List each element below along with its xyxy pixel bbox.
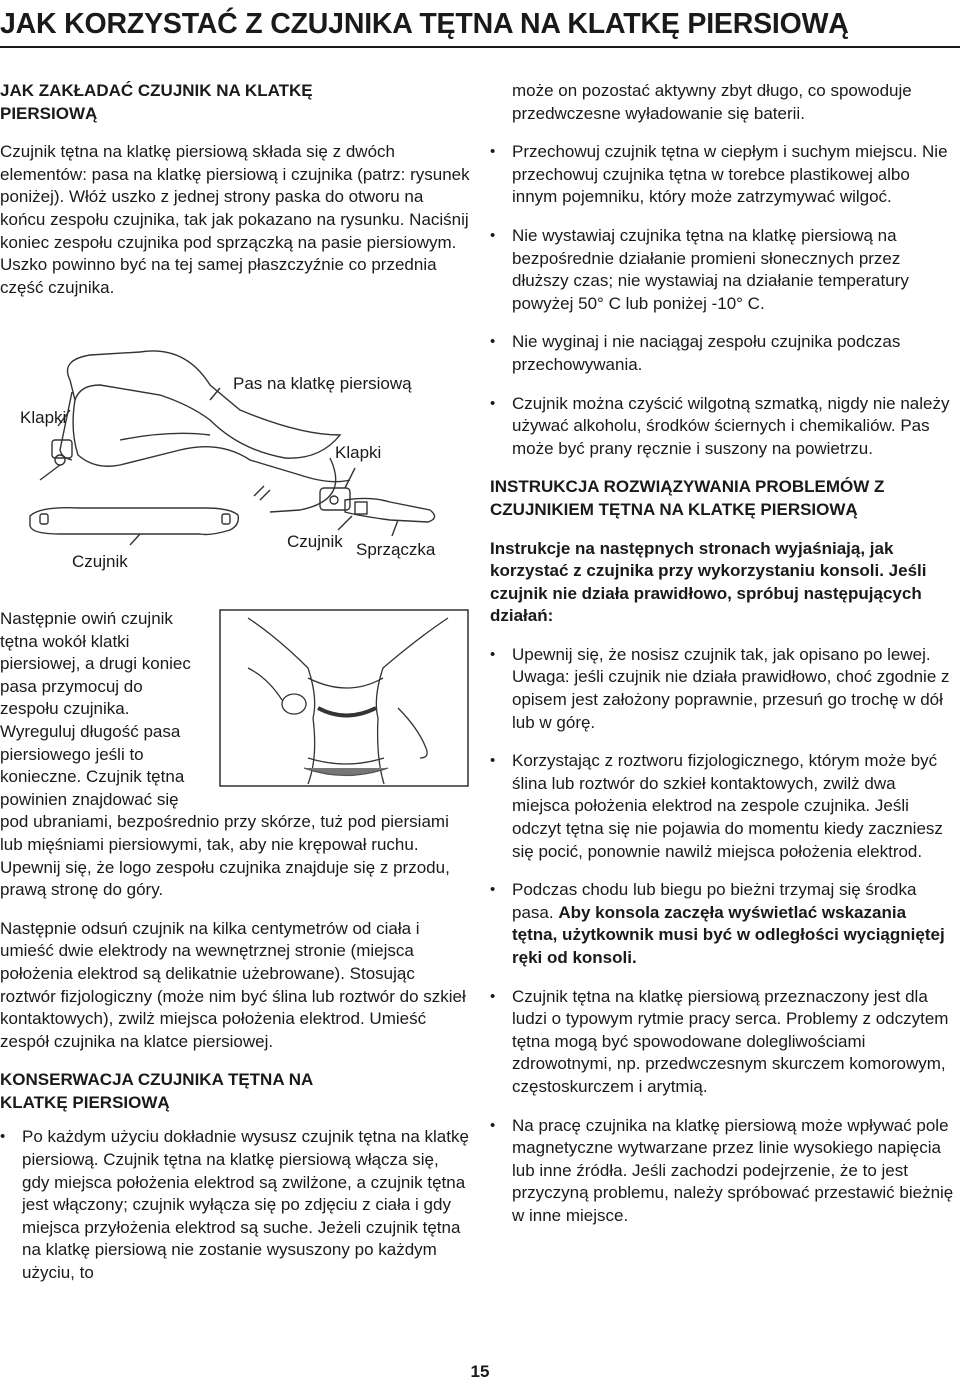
list-item: • Czujnik można czyścić wilgotną szmatką, nigdy nie należy używać alkoholu, środków ściernych i chemikaliów. Pas może być prany ręcznie i suszony na powietrzu. — [490, 393, 955, 461]
title-rule — [0, 46, 960, 48]
label-klapki-right: Klapki — [335, 443, 382, 462]
section-heading-wearing: JAK ZAKŁADAĆ CZUJNIK NA KLATKĘ PIERSIOWĄ — [0, 81, 313, 123]
torso-illustration — [208, 608, 470, 788]
page-title: JAK KORZYSTAĆ Z CZUJNIKA TĘTNA NA KLATKĘ PIERSIOWĄ — [0, 8, 849, 40]
left-column-top — [0, 80, 470, 299]
figure-torso — [208, 608, 470, 788]
figure-strap-sensor — [0, 340, 470, 584]
label-klapki-left: Klapki — [20, 408, 67, 427]
troubleshooting-list — [490, 644, 955, 1228]
paragraph-continuation: może on pozostać aktywny zbyt długo, co spowoduje przedwczesne wyładowanie się baterii. — [512, 81, 912, 123]
list-item: • Nie wystawiaj czujnika tętna na klatkę piersiową na bezpośrednie działanie promieni słonecznych przez dłuższy czas; nie wystawiaj na działanie temperatury powyżej 50° C lub poniżej -10° C. — [490, 225, 955, 315]
paragraph-electrodes: Następnie odsuń czujnik na kilka centymetrów od ciała i umieść dwie elektrody na wewnętrznej stronie (miejsca położenia elektrod są delikatnie użebrowane). Stosując roztwór fizjologiczny (może nim być ślina lub roztwór do szkieł kontaktowych), zwilż miejsca położenia elektrod. Umieść zespół czujnika na klatce piersiowej. — [0, 918, 466, 1051]
left-column-lower — [0, 608, 470, 1301]
page-number: 15 — [470, 1362, 490, 1381]
maintenance-list — [0, 1126, 470, 1284]
list-item — [490, 879, 955, 969]
list-item: • Po każdym użyciu dokładnie wysusz czujnik tętna na klatkę piersiową. Czujnik tętna na klatkę piersiową włącza się, gdy miejsca położenia elektrod są zwilżone, a czujnik tętna jest włączony; czujnik wyłącza się po zdjęciu z ciała i gdy miejsca przyłożenia elektrod są suche. Jeżeli czujnik tętna na klatkę piersiową nie zostanie wysuszony po każdym użyciu, to — [0, 1126, 470, 1284]
label-czujnik-right: Czujnik — [287, 532, 343, 551]
list-item: • Na pracę czujnika na klatkę piersiową może wpływać pole magnetyczne wytwarzane przez linie wysokiego napięcia lub inne źródła. Jeśli zachodzi podejrzenie, że to jest przyczyną problemu, należy spróbować przestawić bieżnię w inne miejsce. — [490, 1115, 955, 1228]
list-item: • Upewnij się, że nosisz czujnik tak, jak opisano po lewej. Uwaga: jeśli czujnik nie działa prawidłowo, choć zgodnie z opisem jest założony poprawnie, przesuń go trochę w dół lub w górę. — [490, 644, 955, 734]
list-item-bold-text: Aby konsola zaczęła wyświetlać wskazania tętna, użytkownik musi być w odległości wyciągniętej ręki od konsoli. — [512, 902, 945, 967]
section-heading-maintenance: KONSERWACJA CZUJNIKA TĘTNA NA KLATKĘ PIERSIOWĄ — [0, 1070, 313, 1112]
paragraph-troubleshoot-intro: Instrukcje na następnych stronach wyjaśniają, jak korzystać z czujnika przy wykorzystaniu konsoli. Jeśli czujnik nie działa prawidłowo, spróbuj następujących działań: — [490, 538, 927, 626]
list-item: • Korzystając z roztworu fizjologicznego, którym może być ślina lub roztwór do szkieł kontaktowych, zwilż dwa miejsca położenia elektrod na zespole czujnika. Jeśli odczyt tętna się nie pojawia do momentu kiedy zaczniesz się pocić, ponownie nawilż miejsca położenia elektrod. — [490, 750, 955, 863]
label-sprzaczka: Sprzączka — [356, 540, 436, 559]
paragraph-intro: Czujnik tętna na klatkę piersiową składa się z dwóch elementów: pasa na klatkę piersiową i czujnika (patrz: rysunek poniżej). Włóż uszko z jednej strony paska do otworu na końcu zespołu czujnika, tak jak pokazano na rysunku. Naciśnij koniec zespołu czujnika pod sprzączką na pasie piersiowym. Uszko powinno być na tej samej płaszczyźnie co przednia część czujnika. — [0, 142, 470, 297]
list-item: • Nie wyginaj i nie naciągaj zespołu czujnika podczas przechowywania. — [490, 331, 955, 376]
section-heading-troubleshooting: INSTRUKCJA ROZWIĄZYWANIA PROBLEMÓW Z CZUJNIKIEM TĘTNA NA KLATKĘ PIERSIOWĄ — [490, 477, 885, 519]
list-item: • Czujnik tętna na klatkę piersiową przeznaczony jest dla ludzi o typowym rytmie pracy serca. Problemy z odczytem tętna mogą być spowodowane dolegliwościami zdrowotnymi, np. przedwczesnym skurczem komorowym, częstoskurczem i arytmią. — [490, 986, 955, 1099]
label-czujnik-left: Czujnik — [72, 552, 128, 571]
paragraph-wrap-strap: Następnie owiń czujnik tętna wokół klatki piersiowej, a drugi koniec pasa przymocuj do zespołu czujnika. Wyreguluj długość pasa piersiowego jeśli to konieczne. Czujnik tętna powinien znajdować się pod ubraniami, bezpośrednio przy skórze, tuż pod piersiami lub mięśniami piersiowymi, tak, aby nie krępował ruchu. Upewnij się, że logo zespołu czujnika znajduje się z przodu, prawą stronę do góry. — [0, 609, 450, 900]
storage-list — [490, 141, 955, 460]
label-pas: Pas na klatkę piersiową — [233, 374, 412, 393]
list-item: • Przechowuj czujnik tętna w ciepłym i suchym miejscu. Nie przechowuj czujnika tętna w torebce plastikowej albo innym pojemniku, który może zatrzymywać wilgoć. — [490, 141, 955, 209]
right-column — [490, 80, 955, 1244]
list-item-text: Podczas chodu lub biegu po bieżni trzymaj się środka pasa. — [512, 880, 917, 922]
